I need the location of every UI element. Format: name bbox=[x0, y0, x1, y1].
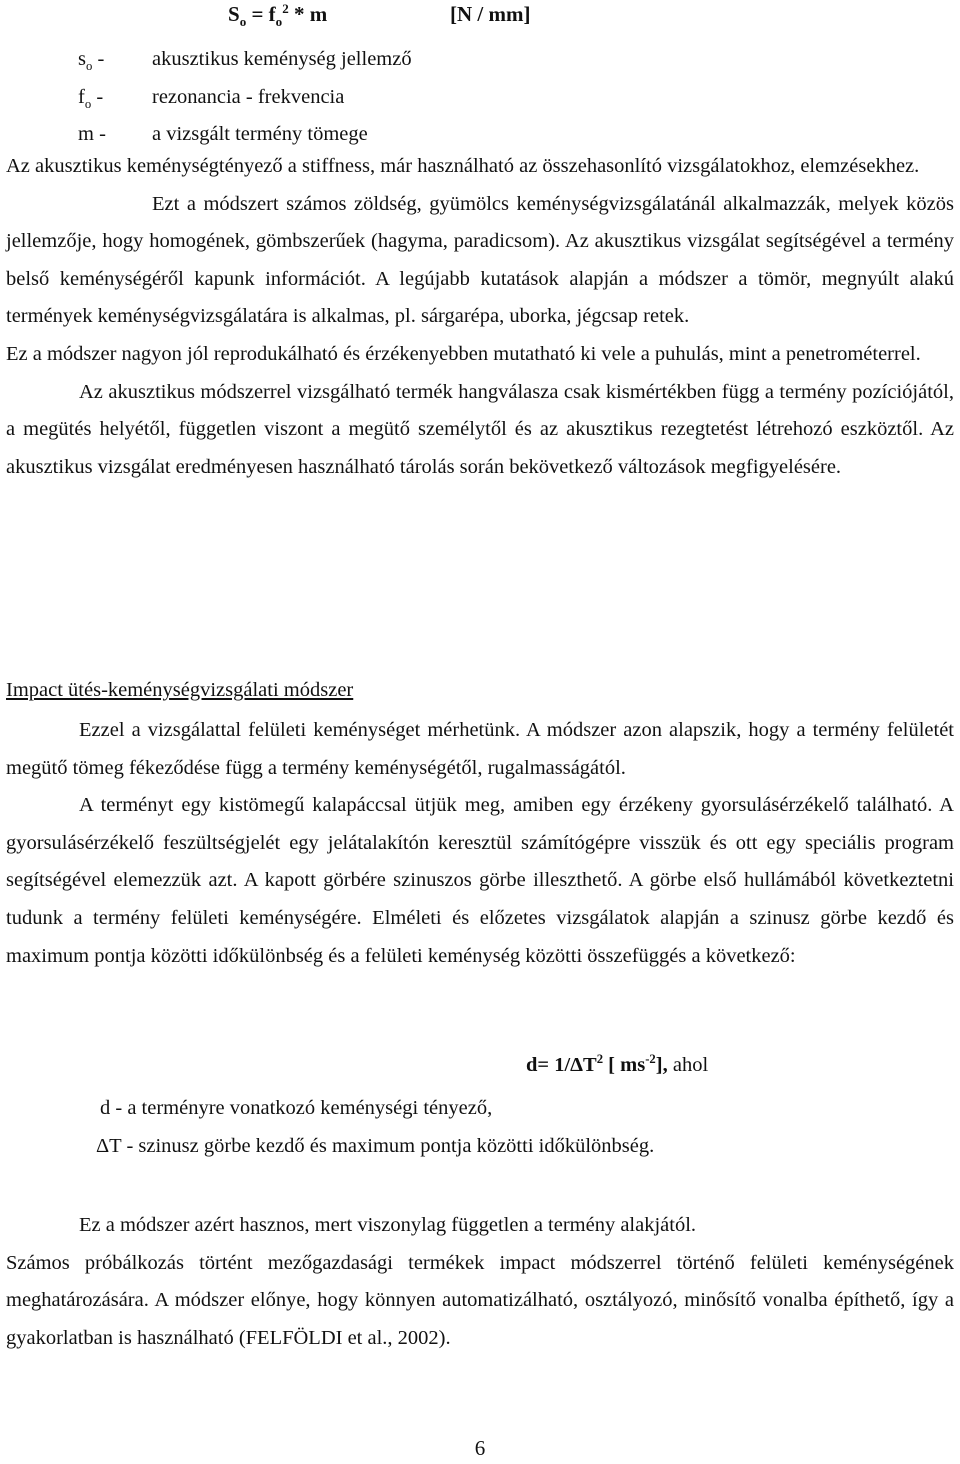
eq-lhs: S bbox=[228, 2, 240, 26]
paragraph: Az akusztikus módszerrel vizsgálható termék hangválasza csak kismértékben függ a termény pozíciójától, a megütés helyétől, független viszont a megütő személytől és az akusztikus rezegtetést létrehozó eszköztől. Az akusztikus vizsgálat eredményesen használható tárolás során bekövetkező változások megfigyelésére. bbox=[6, 380, 954, 478]
eq-f: = f bbox=[246, 2, 276, 26]
eq-unit: [N / mm] bbox=[450, 2, 531, 26]
variable-definition: ΔT - szinusz görbe kezdő és maximum pontja közötti időkülönbség. bbox=[96, 1135, 655, 1157]
section-heading: Impact ütés-keménységvizsgálati módszer bbox=[6, 679, 354, 701]
stiffness-equation bbox=[228, 1, 531, 30]
eq-f-sub: o bbox=[275, 14, 283, 30]
definition-symbol: $f_o$ - bbox=[78, 85, 104, 111]
eq-lhs-sub: o bbox=[239, 14, 247, 30]
eq-f-sup: 2 bbox=[282, 1, 289, 16]
conclusion-section bbox=[6, 1207, 954, 1357]
definitions-list bbox=[78, 44, 412, 157]
paragraph: Az akusztikus keménységtényező a stiffness, már használható az összehasonlító vizsgálatokhoz, elemzésekhez. bbox=[6, 155, 920, 177]
eq-rest: * m bbox=[288, 2, 328, 26]
definition-item bbox=[78, 44, 412, 82]
definition-text: akusztikus keménység jellemző bbox=[152, 48, 412, 70]
formula-tail: ahol bbox=[667, 1054, 709, 1076]
formula-main: d= 1/ΔT bbox=[526, 1054, 597, 1076]
impact-section bbox=[6, 712, 954, 975]
formula-sup: 2 bbox=[596, 1052, 604, 1067]
paragraph: Ez a módszer nagyon jól reprodukálható és érzékenyebben mutatható ki vele a puhulás, mint a penetrométerrel. bbox=[6, 342, 921, 365]
impact-formula bbox=[526, 1054, 708, 1077]
definition-symbol: m - bbox=[78, 123, 106, 145]
paragraph: Számos próbálkozás történt mezőgazdasági termékek impact módszerrel történő felületi keménységének meghatározására. A módszer előnye, hogy könnyen automatizálható, osztályozó, minősítő vonalba építhető, így a gyakorlatban is használható (FELFÖLDI et al., 2002). bbox=[6, 1251, 954, 1349]
page-number: 6 bbox=[474, 1436, 486, 1460]
formula-unit: [ ms bbox=[603, 1054, 646, 1076]
formula-unit-close: ], bbox=[655, 1054, 668, 1076]
definition-symbol: $s_o$ - bbox=[78, 48, 105, 74]
paragraph: A terményt egy kistömegű kalapáccsal ütjük meg, amiben egy érzékeny gyorsulásérzékelő található. A gyorsulásérzékelő feszültségjelét egy jelátalakítón keresztül számítógépre visszük és ott egy speciális program segítségével elemezzük azt. A kapott görbére szinuszos görbe illeszthető. A görbe első hullámából következtetni tudunk a termény felületi keménységére. Elméleti és előzetes vizsgálatok alapján a szinusz görbe kezdő és maximum pontja közötti időkülönbség és a felületi keménység közötti összefüggés a következő: bbox=[6, 794, 954, 967]
paragraph: Ezt a módszert számos zöldség, gyümölcs keménységvizsgálatánál alkalmazzák, melyek közös jellemzője, hogy homogének, gömbszerűek (hagyma, paradicsom). Az akusztikus vizsgálat segítségével a termény belső keménységéről kapunk információt. A legújabb kutatások alapján a módszer a tömör, megnyúlt alakú termények keménységvizsgálatára is alkalmas, pl. sárgarépa, uborka, jégcsap retek. bbox=[6, 192, 954, 328]
definition-text: a vizsgált termény tömege bbox=[152, 123, 368, 145]
definition-text: rezonancia - frekvencia bbox=[152, 85, 345, 108]
definition-item bbox=[78, 82, 412, 120]
formula-unit-sup: -2 bbox=[645, 1052, 656, 1067]
variable-definition: d - a terményre vonatkozó keménységi tényező, bbox=[100, 1097, 493, 1119]
paragraph: Ez a módszer azért hasznos, mert viszonylag független a termény alakjától. bbox=[79, 1214, 697, 1236]
paragraph: Ezzel a vizsgálattal felületi keménységet mérhetünk. A módszer azon alapszik, hogy a termény felületét megütő tömeg fékeződése függ a termény keménységétől, rugalmasságától. bbox=[6, 719, 954, 779]
intro-section bbox=[6, 148, 954, 486]
